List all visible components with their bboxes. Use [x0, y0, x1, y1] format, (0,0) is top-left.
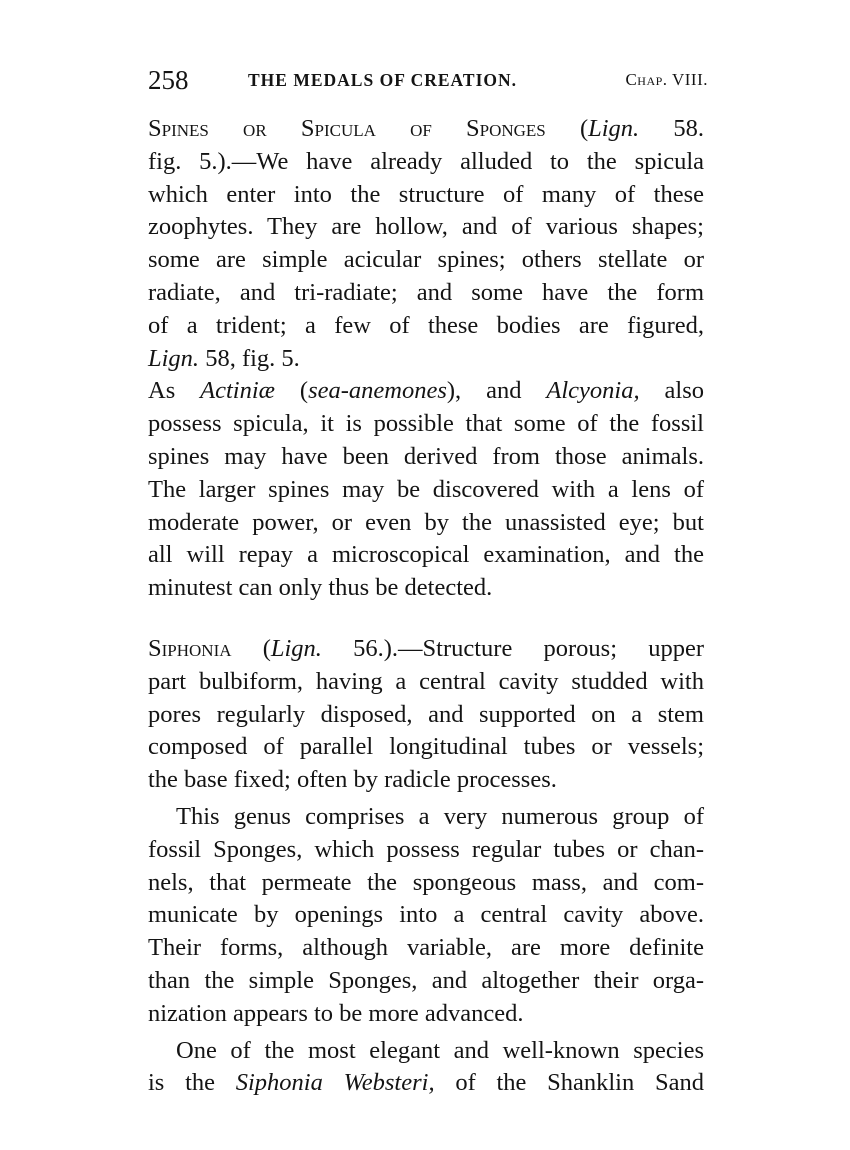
text-line: Siphonia (Lign. 56.).—Structure porous; upper — [148, 634, 704, 662]
text-line: Spines or Spicula of Sponges (Lign. 58. — [148, 115, 704, 142]
paragraph-actiniae — [148, 375, 704, 605]
text-line: One of the most elegant and well-known species — [176, 1036, 704, 1064]
text-line: minutest can only thus be detected. — [148, 574, 493, 602]
running-title: THE MEDALS OF CREATION. — [248, 70, 517, 90]
text-line: some are simple acicular spines; others stellate or — [148, 246, 704, 274]
paragraph-genus — [148, 801, 704, 1031]
text-line: is the Siphonia Websteri, of the Shanklin Sand — [148, 1069, 704, 1097]
text-line: nization appears to be more advanced. — [148, 999, 524, 1027]
text-line: Lign. 58, fig. 5. — [148, 344, 300, 372]
text-line: Their forms, although variable, are more definite — [148, 934, 704, 962]
text-line: This genus comprises a very numerous group of — [176, 802, 704, 830]
paragraph-siphonia — [148, 633, 704, 797]
text-line: fossil Sponges, which possess regular tubes or chan- — [148, 835, 704, 863]
text-line: nels, that permeate the spongeous mass, and com- — [148, 868, 704, 896]
text-line: fig. 5.).—We have already alluded to the spicula — [148, 147, 704, 175]
page-number: 258 — [148, 65, 189, 95]
text-line: As Actiniæ (sea-anemones), and Alcyonia, also — [148, 377, 704, 405]
text-line: spines may have been derived from those animals. — [148, 442, 704, 470]
text-line: all will repay a microscopical examination, and the — [148, 541, 704, 569]
text-line: which enter into the structure of many of these — [148, 180, 704, 208]
text-line: the base fixed; often by radicle processes. — [148, 766, 557, 794]
text-line: of a trident; a few of these bodies are figured, — [148, 311, 704, 339]
text-line: part bulbiform, having a central cavity studded with — [148, 667, 704, 695]
text-line: pores regularly disposed, and supported on a stem — [148, 700, 704, 728]
page-header — [148, 60, 708, 100]
text-line: than the simple Sponges, and altogether their orga- — [148, 966, 704, 994]
paragraph-spicula — [148, 113, 704, 375]
text-line: radiate, and tri-radiate; and some have the form — [148, 278, 704, 306]
body-text — [148, 113, 704, 1100]
chapter-label: Chap. VIII. — [625, 70, 708, 89]
paragraph-websteri — [148, 1035, 704, 1101]
text-line: municate by openings into a central cavity above. — [148, 901, 704, 929]
text-line: moderate power, or even by the unassisted eye; but — [148, 508, 704, 536]
text-line: zoophytes. They are hollow, and of various shapes; — [148, 213, 704, 241]
text-line: composed of parallel longitudinal tubes or vessels; — [148, 733, 704, 761]
text-line: The larger spines may be discovered with a lens of — [148, 475, 704, 503]
text-line: possess spicula, it is possible that some of the fossil — [148, 410, 704, 438]
